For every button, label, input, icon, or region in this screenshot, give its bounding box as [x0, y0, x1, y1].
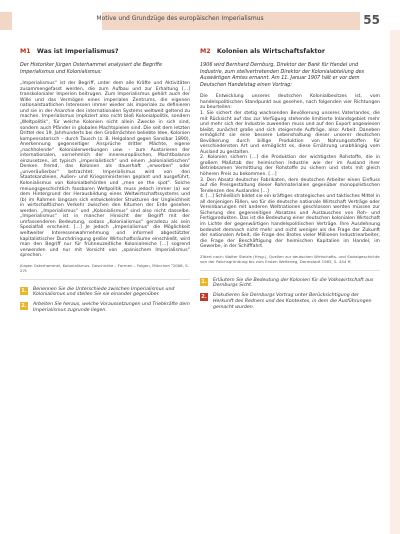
m2-heading [200, 48, 380, 55]
task-item [20, 302, 190, 314]
m1-intro: Der Historiker Jürgen Osterhammel analysiert die Begriffe Imperialismus und Kolonialismus: [20, 62, 162, 75]
m2-source: Zitiert nach: Walter Stelzle (Hrsg.), Quellen zur deutschen Wirtschafts- und Sozialgeschichte von der Reichsgründung bis zum Ersten Weltkrieg, Darmstadt 1985, S. 444 ff. [200, 253, 380, 264]
m1-heading [20, 48, 190, 55]
task-text: Diskutieren Sie Dernburgs Vortrag unter Berücksichtigung der Herkunft des Redners und des Kontextes, in dem die Ausführungen gemacht wurden. [213, 293, 372, 310]
task-number-badge: 1. [21, 287, 27, 294]
task-text: Arbeiten Sie heraus, welche Voraussetzungen und Triebkräfte dem Imperialismus zugrunde liegen. [33, 302, 190, 314]
m1-title: Was ist Imperialismus? [36, 48, 119, 55]
task-item [200, 293, 380, 310]
chapter-title: Motive und Grundzüge des europäischen Imperialismus [96, 15, 264, 22]
m1-source: Jürgen Osterhammel, Kolonialismus. Geschichte – Formen – Folgen, München ⁵2006, S. 27f. [20, 262, 189, 273]
task-item [200, 278, 380, 290]
m2-intro: 1906 wird Bernhard Dernburg, Direktor der Bank für Handel und Industrie, zum stellvertretenden Direktor der Kolonialabteilung des Auswärtigen Amtes ernannt. Am 11. Januar 1907 hält er vor dem Deutschen Handelstag einen Vortrag: [200, 62, 365, 88]
material-m1 [20, 48, 190, 314]
task-text: Benennen Sie die Unterschiede zwischen Imperialismus und Kolonialismus und stellen Sie sie einander gegenüber. [33, 286, 175, 298]
task-number-badge: 2. [201, 294, 207, 301]
m2-code: M2 [200, 48, 211, 55]
task-number-badge: 2. [21, 303, 27, 310]
m2-tasks [200, 270, 380, 311]
task-item [20, 287, 190, 299]
task-text: Erläutern Sie die Bedeutung der Kolonien für die Volkswirtschaft aus Dernburgs Sicht. [213, 277, 374, 289]
right-margin-band [390, 30, 400, 534]
task-number-badge: 1. [201, 278, 207, 285]
m2-body: Die Entwicklung unseres deutschen Kolonialbesitzes ist, vom handelspolitischen Standpunkt aus gesehen, nach folgenden vier Richtungen zu beurteilen: 1. Sie sichert der stetig wachsenden Bevölkerung unseres Vaterlandes, die mit Rücksicht auf das zur Verfügung stehende limitierte Inlandsgebiet mehr und mehr sich der Industrie zuwenden muss und auf den Export angewiesen bleibt, zunächst große und sich steigernde Aufträge, also: Arbeit. Daneben ermöglicht sie eine bessere Lebenshaltung dieser unserer deutschen Bevölkerung durch billige Produktion von Nahrungsstoffen für verschiedensten Art und ermöglicht es, diese Ernährung unabhängig vom Ausland zu gestalten. 2. Kolonien sichern […] die Produktion der wichtigsten Rohstoffe, die in großem Maßstab der heimischen Industrie wie der im Ausland ihrer Betriebsamen Vermittlung der Rohstoffe zu sichern und stets mit gleich höheren Preis zu bekommen. […] 3. Den Absatz deutscher Fabrikaten, dem deutschen Arbeiter einen Einfluss auf die Preisgestaltung dieser Rohmaterialien gegenüber monopolistischen Tendenzen des Auslandes […] 4. […] Schließlich bildet sie ein kräftiges strategisches und taktisches Mittel in all denjenigen Fällen, wo für die deutsche nationale Wirtschaft Verträge oder Vereinbarungen mit anderen Weltnationen geschlossen werden müssen zur Sicherung des gegenseitigen Absatzes und Austausches von Roh- und Fertigprodukten. Das ist die Bedeutung einer deutschen kolonialen Wirtschaft im Lichte der gegenwärtigen handelspolitischen Verträge. Ihre Ausdehnung bedeutet demnach nicht mehr und nicht weniger als die Frage der Zukunft der nationalen Arbeit, die Frage des Brotes vieler Millionen Industriearbeiter, die Frage der Beschäftigung der heimischen Kapitalien im Handel, im Gewerbe, in der Schifffahrt. [200, 94, 380, 250]
m1-body: „Imperialismus“ ist der Begriff, unter dem alle Kräfte und Aktivitäten zusammengefasst werden, die zum Aufbau und zur Erhaltung […] transkolonialer Imperien beitrugen. Zum Imperialismus gehört auch der Wille und das Vermögen eines imperialen Zentrums, die eigenen nationalstaatlichen Interessen immer wieder als imperiale zu definieren und sie in der Anarchie des internationalen Systems weltweit geltend zu machen. Imperialismus impliziert also nicht bloß Kolonialpolitik, sondern „Weltpolitik“, für welche Kolonien nicht allein Zwecke in sich sind, sondern auch Pfänder in globalen Machtspielen sind. Die seit dem letzten Drittel des 19. Jahrhunderts bei den Großmächten beliebte Idee, Kolonien kompensatorisch – durch Tausch (z. B. Helgoland gegen Sansibar 1890), Anerkennung gegenseitiger Ansprüche dritter Mächte, eigene „nachholende“ Kolonialerwerbungen usw. – zum Austarieren der internationalen, vornehmlich der innereuropäischen, Machtbalance einzusetzen, ist typisch „imperialistisch“ und einem „kolonialistischen“ Denken fremd, das Kolonien als dauerhaft „erworben“ oder „unveräußerbar“ betrachtet. Imperialismus wird von den Staatskanzleien, Außen- und Kriegsministerien geplant und ausgeführt, Kolonialismus von Kolonialbehörden und „men on the spot“. Solche meiungsgeschichtlich fassbaren Weltpolitik muss jedoch immer (a) vor dem Hintergrund der Herausbildung eines Weltwirtschaftssystems und (b) im Rahmen langsam sich entwickelnder Strukturen der Ungleichheit in wirtschaftlichen Verkehr zwischen den Kitumen der Erde gesehen werden. „Imperialismus“ und „Kolonialismus“ sind also nicht dasselbe. „Imperialismus“ ist in mancher Hinsicht der Begriff mit der umfassenderen Bedeutung, sodass „Kolonialismus“ geradezu als sein Spezialfall erscheint. […] Je jedoch „Imperialismus“ die Möglichkeit weltweiter Interessenwahrnehmung und informell abgestützter kapitalistischer Durchdringung großer Wirtschaftsräume einschließt, wird man den Begriff nur für frühneuzeitliche Kolonialreiche […] sogrend verwenden und nur mit Vorsicht von „spanischem Imperialismus“ sprechen. [20, 81, 190, 259]
m1-tasks [20, 279, 190, 314]
material-m2 [200, 48, 380, 311]
page-number: 55 [363, 13, 380, 27]
m1-code: M1 [20, 48, 31, 55]
page-header [0, 12, 400, 30]
m2-title: Kolonien als Wirtschaftsfaktor [216, 48, 325, 55]
